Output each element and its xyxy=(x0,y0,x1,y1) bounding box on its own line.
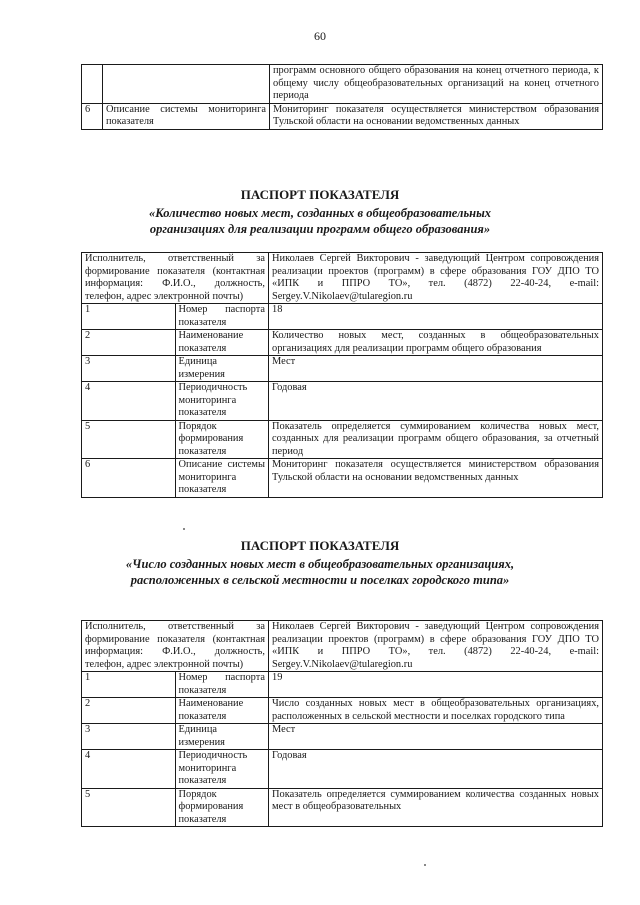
row-number: 4 xyxy=(82,750,176,789)
row-label: Описание системы мониторинга показателя xyxy=(175,459,269,498)
row-value: Мест xyxy=(269,356,603,382)
row-value: Показатель определяется суммированием количества новых мест, созданных для реализации программ общего образования, за отчетный период xyxy=(269,420,603,459)
row-number: 6 xyxy=(82,459,176,498)
row-label: Номер паспорта показателя xyxy=(175,304,269,330)
scan-speck xyxy=(424,864,426,866)
row-label: Номер паспорта показателя xyxy=(175,672,269,698)
table-row xyxy=(82,459,603,498)
table-row xyxy=(82,621,603,672)
row-label xyxy=(103,65,270,104)
passport-heading: ПАСПОРТ ПОКАЗАТЕЛЯ xyxy=(240,538,400,553)
row-label: Периодичность мониторинга показателя xyxy=(175,382,269,421)
row-number: 1 xyxy=(82,304,176,330)
row-number xyxy=(82,65,103,104)
row-number: 2 xyxy=(82,330,176,356)
row-value: Мест xyxy=(269,724,603,750)
executor-value: Николаев Сергей Викторович - заведующий Центром сопровождения реализации проектов (программ) в сфере образования ГОУ ДПО ТО «ИПК и ППРО ТО», тел. (4872) 22-40-24, e-mail: Sergey.V.Nikolaev@tularegion.ru xyxy=(269,253,603,304)
row-number: 3 xyxy=(82,356,176,382)
passport-subtitle: «Число созданных новых мест в общеобразовательных организациях, расположенных в сельской местности и поселках городского типа» xyxy=(125,557,515,587)
table-row xyxy=(82,672,603,698)
table-row xyxy=(82,253,603,304)
row-number: 5 xyxy=(82,420,176,459)
row-value: Мониторинг показателя осуществляется министерством образования Тульской области на основании ведомственных данных xyxy=(269,459,603,498)
row-value: 19 xyxy=(269,672,603,698)
row-value: Число созданных новых мест в общеобразовательных организациях, расположенных в сельской местности и поселках городского типа xyxy=(269,698,603,724)
continuation-table xyxy=(81,64,603,130)
passport-table xyxy=(81,620,603,827)
row-label: Единица измерения xyxy=(175,724,269,750)
row-number: 6 xyxy=(82,103,103,129)
row-value: Показатель определяется суммированием количества созданных новых мест в общеобразовательных xyxy=(269,788,603,827)
row-value: программ основного общего образования на конец отчетного периода, к общему числу общеобразовательных организаций на конец отчетного периода xyxy=(270,65,603,104)
table-row xyxy=(82,65,603,104)
row-value: Годовая xyxy=(269,750,603,789)
row-value: Мониторинг показателя осуществляется министерством образования Тульской области на основании ведомственных данных xyxy=(270,103,603,129)
row-number: 3 xyxy=(82,724,176,750)
row-value: 18 xyxy=(269,304,603,330)
row-number: 5 xyxy=(82,788,176,827)
row-value: Количество новых мест, созданных в общеобразовательных организациях для реализации программ общего образования xyxy=(269,330,603,356)
table-row xyxy=(82,356,603,382)
table-row xyxy=(82,750,603,789)
passport-table xyxy=(81,252,603,498)
row-value: Годовая xyxy=(269,382,603,421)
executor-value: Николаев Сергей Викторович - заведующий Центром сопровождения реализации проектов (программ) в сфере образования ГОУ ДПО ТО «ИПК и ППРО ТО», тел. (4872) 22-40-24, e-mail: Sergey.V.Nikolaev@tularegion.ru xyxy=(269,621,603,672)
table-row xyxy=(82,304,603,330)
table-row xyxy=(82,382,603,421)
table-row xyxy=(82,420,603,459)
row-label: Наименование показателя xyxy=(175,698,269,724)
table-row xyxy=(82,788,603,827)
page-number: 60 xyxy=(314,29,326,43)
row-number: 2 xyxy=(82,698,176,724)
table-row xyxy=(82,103,603,129)
table-row xyxy=(82,698,603,724)
scan-speck xyxy=(183,528,185,530)
row-number: 1 xyxy=(82,672,176,698)
row-label: Периодичность мониторинга показателя xyxy=(175,750,269,789)
row-label: Единица измерения xyxy=(175,356,269,382)
row-label: Описание системы мониторинга показателя xyxy=(103,103,270,129)
passport-subtitle: «Количество новых мест, созданных в общеобразовательных организациях для реализации программ общего образования» xyxy=(148,206,492,236)
passport-heading: ПАСПОРТ ПОКАЗАТЕЛЯ xyxy=(240,187,400,202)
executor-label: Исполнитель, ответственный за формирование показателя (контактная информация: Ф.И.О., должность, телефон, адрес электронной почты) xyxy=(82,253,269,304)
table-row xyxy=(82,330,603,356)
row-label: Порядок формирования показателя xyxy=(175,788,269,827)
table-row xyxy=(82,724,603,750)
row-number: 4 xyxy=(82,382,176,421)
row-label: Наименование показателя xyxy=(175,330,269,356)
row-label: Порядок формирования показателя xyxy=(175,420,269,459)
executor-label: Исполнитель, ответственный за формирование показателя (контактная информация: Ф.И.О., должность, телефон, адрес электронной почты) xyxy=(82,621,269,672)
